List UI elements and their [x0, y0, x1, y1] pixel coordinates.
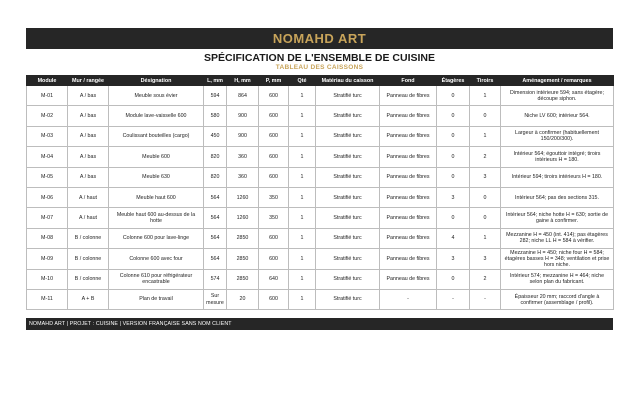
cell-material: Stratifié turc — [316, 86, 380, 106]
cell-module: M-03 — [27, 126, 68, 146]
cell-height: 2850 — [227, 249, 259, 269]
col-header-designation: Désignation — [109, 76, 204, 86]
cell-qty: 1 — [289, 269, 316, 289]
cell-height: 900 — [227, 126, 259, 146]
cell-shelves: 0 — [437, 86, 470, 106]
cell-depth: 600 — [259, 228, 289, 248]
cell-depth: 600 — [259, 249, 289, 269]
cell-module: M-06 — [27, 187, 68, 207]
footer-text: NOMAHD ART | PROJET : CUISINE | VERSION FRANÇAISE SANS NOM CLIENT — [29, 321, 232, 327]
col-header-wall: Mur / rangée — [68, 76, 109, 86]
cell-module: M-10 — [27, 269, 68, 289]
cell-back: Panneau de fibres — [380, 167, 437, 187]
cell-depth: 600 — [259, 106, 289, 126]
cell-module: M-05 — [27, 167, 68, 187]
footer-bar — [26, 318, 613, 330]
table-row — [27, 269, 614, 289]
cell-shelves: 3 — [437, 249, 470, 269]
cell-qty: 1 — [289, 289, 316, 309]
col-header-drawers: Tiroirs — [470, 76, 501, 86]
cell-drawers: 3 — [470, 249, 501, 269]
cell-back: Panneau de fibres — [380, 86, 437, 106]
brand-name: NOMAHD ART — [272, 31, 367, 46]
cell-back: Panneau de fibres — [380, 126, 437, 146]
cell-wall: A / bas — [68, 147, 109, 167]
cell-designation: Plan de travail — [109, 289, 204, 309]
cell-wall: B / colonne — [68, 249, 109, 269]
cell-remarks: Mezzanine H = 450 (int. 414); pas étagères 282; niche LL H = 584 à vérifier. — [501, 228, 614, 248]
cell-designation: Meuble 600 — [109, 147, 204, 167]
cell-depth: 600 — [259, 167, 289, 187]
col-header-shelves: Étagères — [437, 76, 470, 86]
cell-shelves: 3 — [437, 187, 470, 207]
cell-width: 564 — [204, 187, 227, 207]
cell-wall: A / bas — [68, 86, 109, 106]
cell-material: Stratifié turc — [316, 147, 380, 167]
cell-width: Sur mesure — [204, 289, 227, 309]
cell-material: Stratifié turc — [316, 187, 380, 207]
cell-material: Stratifié turc — [316, 167, 380, 187]
cell-wall: A / bas — [68, 106, 109, 126]
cell-height: 1260 — [227, 187, 259, 207]
cell-height: 360 — [227, 167, 259, 187]
cell-material: Stratifié turc — [316, 208, 380, 228]
cell-designation: Module lave-vaisselle 600 — [109, 106, 204, 126]
table-row — [27, 187, 614, 207]
cell-shelves: 0 — [437, 167, 470, 187]
cell-material: Stratifié turc — [316, 106, 380, 126]
cell-depth: 600 — [259, 126, 289, 146]
document-subtitle: TABLEAU DES CAISSONS — [275, 64, 364, 71]
cell-width: 564 — [204, 208, 227, 228]
cell-shelves: 0 — [437, 208, 470, 228]
cell-module: M-11 — [27, 289, 68, 309]
cell-remarks: Intérieur 564; niche hotte H = 630; sortie de gaine à confirmer. — [501, 208, 614, 228]
cell-module: M-02 — [27, 106, 68, 126]
cell-width: 564 — [204, 249, 227, 269]
cell-height: 360 — [227, 147, 259, 167]
cell-drawers: 3 — [470, 167, 501, 187]
table-body — [27, 86, 614, 310]
table-row — [27, 249, 614, 269]
cell-remarks: Mezzanine H = 450; niche four H = 584; étagères basses H = 348; ventilation et prise hors niche. — [501, 249, 614, 269]
cell-width: 574 — [204, 269, 227, 289]
cell-module: M-04 — [27, 147, 68, 167]
cell-width: 580 — [204, 106, 227, 126]
cell-wall: A / bas — [68, 126, 109, 146]
cell-back: Panneau de fibres — [380, 208, 437, 228]
cell-remarks: Dimension intérieure 594; sans étagère; découpe siphon. — [501, 86, 614, 106]
cell-material: Stratifié turc — [316, 269, 380, 289]
table-row — [27, 228, 614, 248]
cell-remarks: Intérieur 564; égouttoir intégré; tiroirs intérieurs H = 180. — [501, 147, 614, 167]
brand-bar — [26, 28, 613, 49]
cell-module: M-01 — [27, 86, 68, 106]
cell-drawers: 2 — [470, 269, 501, 289]
spec-sheet — [26, 28, 613, 310]
cell-back: Panneau de fibres — [380, 106, 437, 126]
cell-shelves: 0 — [437, 147, 470, 167]
cell-drawers: 1 — [470, 228, 501, 248]
cell-drawers: 0 — [470, 187, 501, 207]
cell-drawers: 1 — [470, 126, 501, 146]
cell-shelves: - — [437, 289, 470, 309]
cell-height: 1260 — [227, 208, 259, 228]
cell-wall: A + B — [68, 289, 109, 309]
cell-material: Stratifié turc — [316, 249, 380, 269]
cell-designation: Colonne 600 avec four — [109, 249, 204, 269]
table-row — [27, 86, 614, 106]
col-header-width: L, mm — [204, 76, 227, 86]
cell-depth: 350 — [259, 187, 289, 207]
col-header-qty: Qté — [289, 76, 316, 86]
cell-shelves: 0 — [437, 106, 470, 126]
cell-width: 820 — [204, 147, 227, 167]
cell-designation: Meuble sous évier — [109, 86, 204, 106]
col-header-back: Fond — [380, 76, 437, 86]
cell-height: 864 — [227, 86, 259, 106]
cell-height: 2850 — [227, 269, 259, 289]
cell-back: Panneau de fibres — [380, 187, 437, 207]
cell-drawers: 2 — [470, 147, 501, 167]
table-row — [27, 106, 614, 126]
cell-qty: 1 — [289, 228, 316, 248]
cell-remarks: Largeur à confirmer (habituellement 150/200/300). — [501, 126, 614, 146]
cell-width: 820 — [204, 167, 227, 187]
col-header-depth: P, mm — [259, 76, 289, 86]
cell-drawers: 0 — [470, 208, 501, 228]
col-header-module: Module — [27, 76, 68, 86]
cell-designation: Colonne 610 pour réfrigérateur encastrable — [109, 269, 204, 289]
cell-remarks: Intérieur 564; pas des sections 315. — [501, 187, 614, 207]
cell-wall: A / haut — [68, 208, 109, 228]
cell-qty: 1 — [289, 167, 316, 187]
cell-qty: 1 — [289, 249, 316, 269]
col-header-remarks: Aménagement / remarques — [501, 76, 614, 86]
cell-depth: 600 — [259, 86, 289, 106]
cell-height: 20 — [227, 289, 259, 309]
cell-wall: B / colonne — [68, 228, 109, 248]
table-header-row — [27, 76, 614, 86]
cell-designation: Colonne 600 pour lave-linge — [109, 228, 204, 248]
cell-wall: B / colonne — [68, 269, 109, 289]
cell-depth: 640 — [259, 269, 289, 289]
cell-width: 564 — [204, 228, 227, 248]
cell-designation: Coulissant bouteilles (cargo) — [109, 126, 204, 146]
cell-module: M-09 — [27, 249, 68, 269]
cell-drawers: 1 — [470, 86, 501, 106]
cell-qty: 1 — [289, 126, 316, 146]
cell-module: M-08 — [27, 228, 68, 248]
col-header-height: H, mm — [227, 76, 259, 86]
cell-shelves: 0 — [437, 126, 470, 146]
cell-height: 2850 — [227, 228, 259, 248]
table-row — [27, 147, 614, 167]
cabinet-table — [26, 75, 614, 310]
cell-shelves: 0 — [437, 269, 470, 289]
cell-back: Panneau de fibres — [380, 269, 437, 289]
cell-material: Stratifié turc — [316, 289, 380, 309]
table-row — [27, 167, 614, 187]
cell-remarks: Intérieur 594; tiroirs intérieurs H = 180. — [501, 167, 614, 187]
cell-remarks: Épaisseur 20 mm; raccord d'angle à confirmer (assemblage / profil). — [501, 289, 614, 309]
cell-shelves: 4 — [437, 228, 470, 248]
cell-module: M-07 — [27, 208, 68, 228]
cell-back: Panneau de fibres — [380, 147, 437, 167]
cell-drawers: - — [470, 289, 501, 309]
cell-back: Panneau de fibres — [380, 228, 437, 248]
cell-qty: 1 — [289, 106, 316, 126]
table-row — [27, 208, 614, 228]
cell-wall: A / bas — [68, 167, 109, 187]
cell-material: Stratifié turc — [316, 126, 380, 146]
cell-depth: 600 — [259, 147, 289, 167]
cell-designation: Meuble haut 600 — [109, 187, 204, 207]
cell-back: Panneau de fibres — [380, 249, 437, 269]
cell-width: 594 — [204, 86, 227, 106]
cell-qty: 1 — [289, 86, 316, 106]
cell-material: Stratifié turc — [316, 228, 380, 248]
col-header-material: Matériau du caisson — [316, 76, 380, 86]
cell-qty: 1 — [289, 208, 316, 228]
cell-qty: 1 — [289, 147, 316, 167]
cell-height: 900 — [227, 106, 259, 126]
cell-depth: 350 — [259, 208, 289, 228]
cell-width: 450 — [204, 126, 227, 146]
cell-wall: A / haut — [68, 187, 109, 207]
cell-depth: 600 — [259, 289, 289, 309]
table-row — [27, 289, 614, 309]
cell-remarks: Niche LV 600; intérieur 564. — [501, 106, 614, 126]
cell-drawers: 0 — [470, 106, 501, 126]
document-title: SPÉCIFICATION DE L'ENSEMBLE DE CUISINE — [204, 52, 435, 64]
cell-back: - — [380, 289, 437, 309]
cell-designation: Meuble haut 600 au-dessus de la hotte — [109, 208, 204, 228]
cell-remarks: Intérieur 574; mezzanine H = 464; niche selon plan du fabricant. — [501, 269, 614, 289]
cell-designation: Meuble 630 — [109, 167, 204, 187]
table-row — [27, 126, 614, 146]
cell-qty: 1 — [289, 187, 316, 207]
